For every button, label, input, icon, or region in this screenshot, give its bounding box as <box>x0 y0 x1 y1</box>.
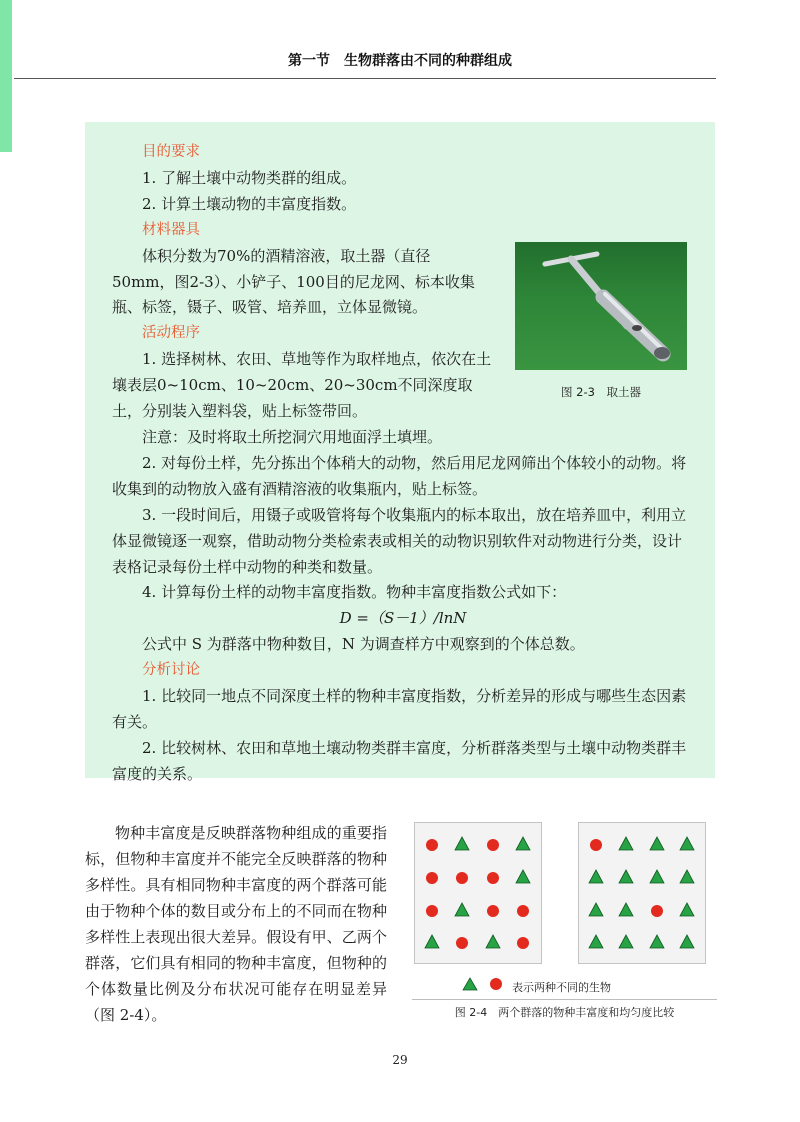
goal-2: 2. 计算土壤动物的丰富度指数。 <box>142 194 357 213</box>
community-a-circle-r2c1 <box>426 872 438 884</box>
header-rule <box>14 78 716 79</box>
procedure-step-4: 4. 计算每份土样的动物丰富度指数。物种丰富度指数公式如下： <box>142 583 567 602</box>
discussion-1: 1. 比较同一地点不同深度土样的物种丰富度指数，分析差异的形成与哪些生态因素有关。 <box>112 687 687 731</box>
community-b-triangle-r3c4 <box>680 903 694 916</box>
community-a-circle-r2c2 <box>456 872 468 884</box>
body-text <box>85 820 387 1028</box>
community-b-triangle-r2c4 <box>680 870 694 883</box>
community-a-circle-r1c1 <box>426 839 438 851</box>
figure-2-4 <box>412 815 717 1025</box>
figure-2-4-caption: 图 2-4 两个群落的物种丰富度和均匀度比较 <box>454 1006 675 1019</box>
legend-text: 表示两种不同的生物 <box>512 981 611 994</box>
soil-sampler-icon <box>515 242 687 370</box>
goal-1: 1. 了解土壤中动物类群的组成。 <box>142 168 357 187</box>
community-a-circle-r4c4 <box>517 937 529 949</box>
community-b-triangle-r4c1 <box>589 935 603 948</box>
community-b-grid <box>579 823 705 963</box>
community-b-triangle-r2c1 <box>589 870 603 883</box>
community-b-triangle-r1c2 <box>619 837 633 850</box>
community-b-triangle-r1c3 <box>650 837 664 850</box>
community-a-circle-r1c3 <box>487 839 499 851</box>
community-b-triangle-r2c3 <box>650 870 664 883</box>
legend-triangle-icon <box>463 978 477 990</box>
community-b-triangle-r2c2 <box>619 870 633 883</box>
community-a-panel <box>414 822 542 964</box>
legend-rule <box>412 999 717 1000</box>
community-a-circle-r3c3 <box>487 905 499 917</box>
procedure-step-3: 3. 一段时间后，用镊子或吸管将每个收集瓶内的标本取出，放在培养皿中，利用立体显微镜逐一观察，借助动物分类检索表或相关的动物识别软件对动物进行分类，设计表格记录每份土样中动物的种类和数量。 <box>112 505 687 576</box>
formula-note: 公式中 S 为群落中物种数目，N 为调查样方中观察到的个体总数。 <box>142 635 585 654</box>
activity-text <box>112 140 694 788</box>
community-b-triangle-r4c2 <box>619 935 633 948</box>
community-b-triangle-r3c1 <box>589 903 603 916</box>
community-a-circle-r4c2 <box>456 937 468 949</box>
community-b-panel <box>578 822 706 964</box>
chapter-edge-tab <box>0 0 12 152</box>
community-b-circle-r1c1 <box>590 839 602 851</box>
procedure-note: 注意：及时将取土所挖洞穴用地面浮土填埋。 <box>142 427 443 446</box>
richness-formula: D =（S－1）/lnN <box>339 609 467 628</box>
community-b-triangle-r4c4 <box>680 935 694 948</box>
community-a-circle-r3c1 <box>426 905 438 917</box>
legend-circle-icon <box>490 978 502 990</box>
community-a-triangle-r4c1 <box>425 935 439 948</box>
community-a-circle-r3c4 <box>517 905 529 917</box>
community-a-grid <box>415 823 541 963</box>
community-a-triangle-r1c2 <box>455 837 469 850</box>
community-a-triangle-r3c2 <box>455 903 469 916</box>
discussion-2: 2. 比较树林、农田和草地土壤动物类群丰富度，分析群落类型与土壤中动物类群丰富度的关系。 <box>112 738 687 783</box>
community-a-triangle-r1c4 <box>516 837 530 850</box>
legend-symbols <box>412 975 512 999</box>
body-paragraph: 物种丰富度是反映群落物种组成的重要指标，但物种丰富度并不能完全反映群落的物种多样性。具有相同物种丰富度的两个群落可能由于物种个体的数目或分布上的不同而在物种多样性上表现出很大差异。假设有甲、乙两个群落，它们具有相同的物种丰富度，但物种的个体数量比例及分布状况可能存在明显差异（图 2-4）。 <box>85 824 387 1024</box>
activity-box <box>85 122 715 783</box>
goals-heading: 目的要求 <box>142 144 200 160</box>
community-a-triangle-r4c3 <box>486 935 500 948</box>
community-b-triangle-r3c2 <box>619 903 633 916</box>
community-a-circle-r2c3 <box>487 872 499 884</box>
materials-text: 体积分数为70%的酒精溶液，取土器（直径50mm，图2-3）、小铲子、100目的尼龙网、标本收集瓶、标签，镊子、吸管、培养皿，立体显微镜。 <box>112 246 475 317</box>
page-number: 29 <box>392 1053 408 1067</box>
soil-sampler-photo <box>515 242 687 370</box>
materials-heading: 材料器具 <box>142 221 200 238</box>
procedure-step-1: 1. 选择树林、农田、草地等作为取样地点，依次在土壤表层0~10cm、10~20cm、20~30cm不同深度取土，分别装入塑料袋，贴上标签带回。 <box>112 350 492 421</box>
figure-2-3-caption: 图 2-3 取土器 <box>561 385 641 399</box>
procedure-step-2: 2. 对每份土样，先分拣出个体稍大的动物，然后用尼龙网筛出个体较小的动物。将收集到的动物放入盛有酒精溶液的收集瓶内，贴上标签。 <box>112 453 687 498</box>
procedure-heading: 活动程序 <box>142 325 200 342</box>
page-header-title: 第一节 生物群落由不同的种群组成 <box>288 53 512 69</box>
community-a-triangle-r2c4 <box>516 870 530 883</box>
community-b-triangle-r1c4 <box>680 837 694 850</box>
community-b-triangle-r4c3 <box>650 935 664 948</box>
community-b-circle-r3c3 <box>651 905 663 917</box>
discussion-heading: 分析讨论 <box>142 662 200 679</box>
